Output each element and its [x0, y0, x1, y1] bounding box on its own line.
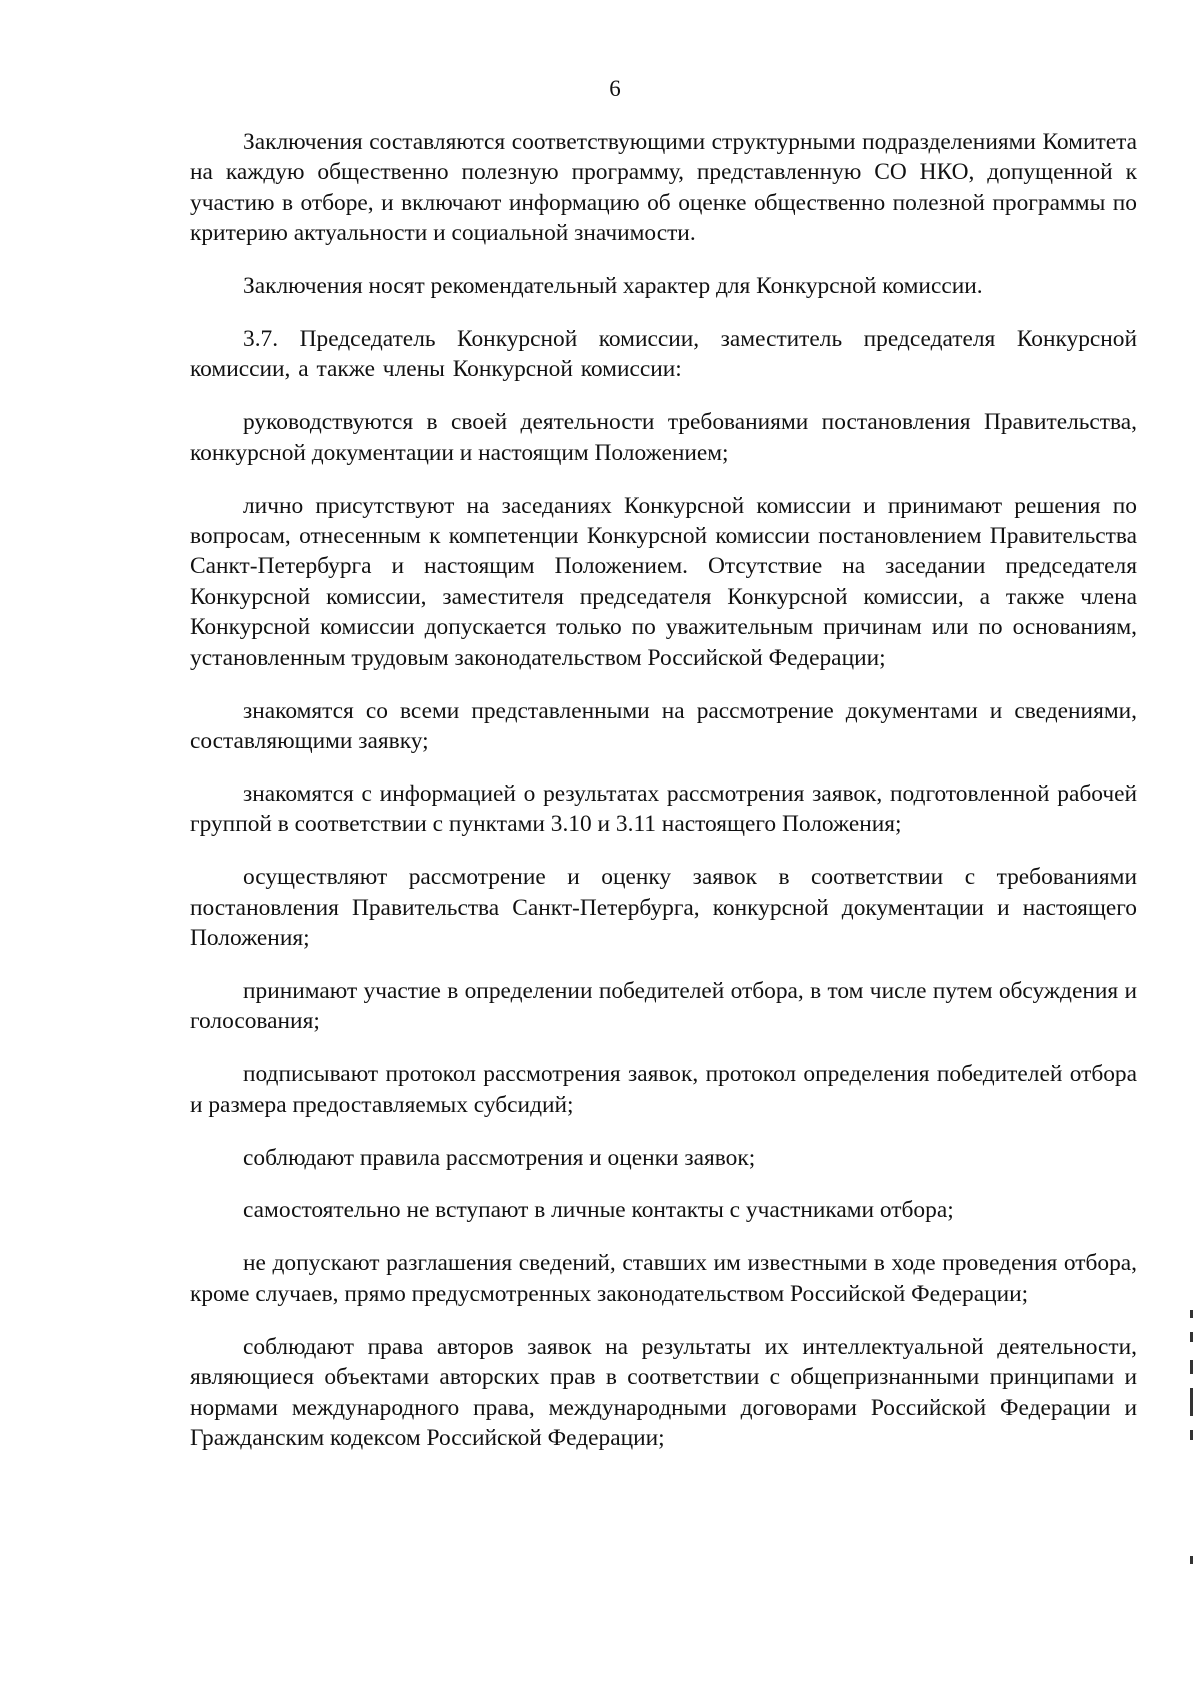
- paragraph-review-documents: знакомятся со всеми представленными на рассмотрение документами и сведениями, составляющими заявку;: [190, 697, 1137, 754]
- paragraph-confidentiality: не допускают разглашения сведений, ставших им известными в ходе проведения отбора, кроме случаев, прямо предусмотренных законодательством Российской Федерации;: [190, 1250, 1137, 1307]
- paragraph-evaluate-applications: осуществляют рассмотрение и оценку заявок в соответствии с требованиями постановления Правительства Санкт-Петербурга, конкурсной документации и настоящего Положения;: [190, 864, 1137, 952]
- paragraph-sign-protocols: подписывают протокол рассмотрения заявок, протокол определения победителей отбора и размера предоставляемых субсидий;: [190, 1061, 1137, 1118]
- document-body: [190, 127, 1137, 1476]
- paragraph-conclusions-prepared: Заключения составляются соответствующими структурными подразделениями Комитета на каждую общественно полезную программу, представленную СО НКО, допущенной к участию в отборе, и включают информацию об оценке общественно полезной программы по критерию актуальности и социальной значимости.: [190, 129, 1137, 247]
- paragraph-guided-by: руководствуются в своей деятельности требованиями постановления Правительства, конкурсной документации и настоящим Положением;: [190, 409, 1137, 466]
- paragraph-attend-meetings: лично присутствуют на заседаниях Конкурсной комиссии и принимают решения по вопросам, отнесенным к компетенции Конкурсной комиссии постановлением Правительства Санкт-Петербурга и настоящим Положением. Отсутствие на заседании председателя Конкурсной комиссии, заместителя председателя Конкурсной комиссии, а также члена Конкурсной комиссии допускается только по уважительным причинам или по основаниям, установленным трудовым законодательством Российской Федерации;: [190, 492, 1137, 671]
- paragraph-author-rights: соблюдают права авторов заявок на результаты их интеллектуальной деятельности, являющиеся объектами авторских прав в соответствии с общепризнанными принципами и нормами международного права, международными договорами Российской Федерации и Гражданским кодексом Российской Федерации;: [190, 1333, 1137, 1451]
- paragraph-section-3-7: 3.7. Председатель Конкурсной комиссии, заместитель председателя Конкурсной комиссии, а также члены Конкурсной комиссии:: [190, 326, 1137, 383]
- paragraph-follow-rules: соблюдают правила рассмотрения и оценки заявок;: [243, 1144, 756, 1171]
- paragraph-review-results: знакомятся с информацией о результатах рассмотрения заявок, подготовленной рабочей группой в соответствии с пунктами 3.10 и 3.11 настоящего Положения;: [190, 780, 1137, 838]
- scan-edge-marks: [1190, 1310, 1194, 1570]
- paragraph-conclusions-advisory: Заключения носят рекомендательный характер для Конкурсной комиссии.: [243, 273, 983, 300]
- page-number: 6: [609, 76, 621, 101]
- paragraph-no-contacts: самостоятельно не вступают в личные контакты с участниками отбора;: [243, 1197, 954, 1224]
- paragraph-determine-winners: принимают участие в определении победителей отбора, в том числе путем обсуждения и голосования;: [190, 977, 1137, 1035]
